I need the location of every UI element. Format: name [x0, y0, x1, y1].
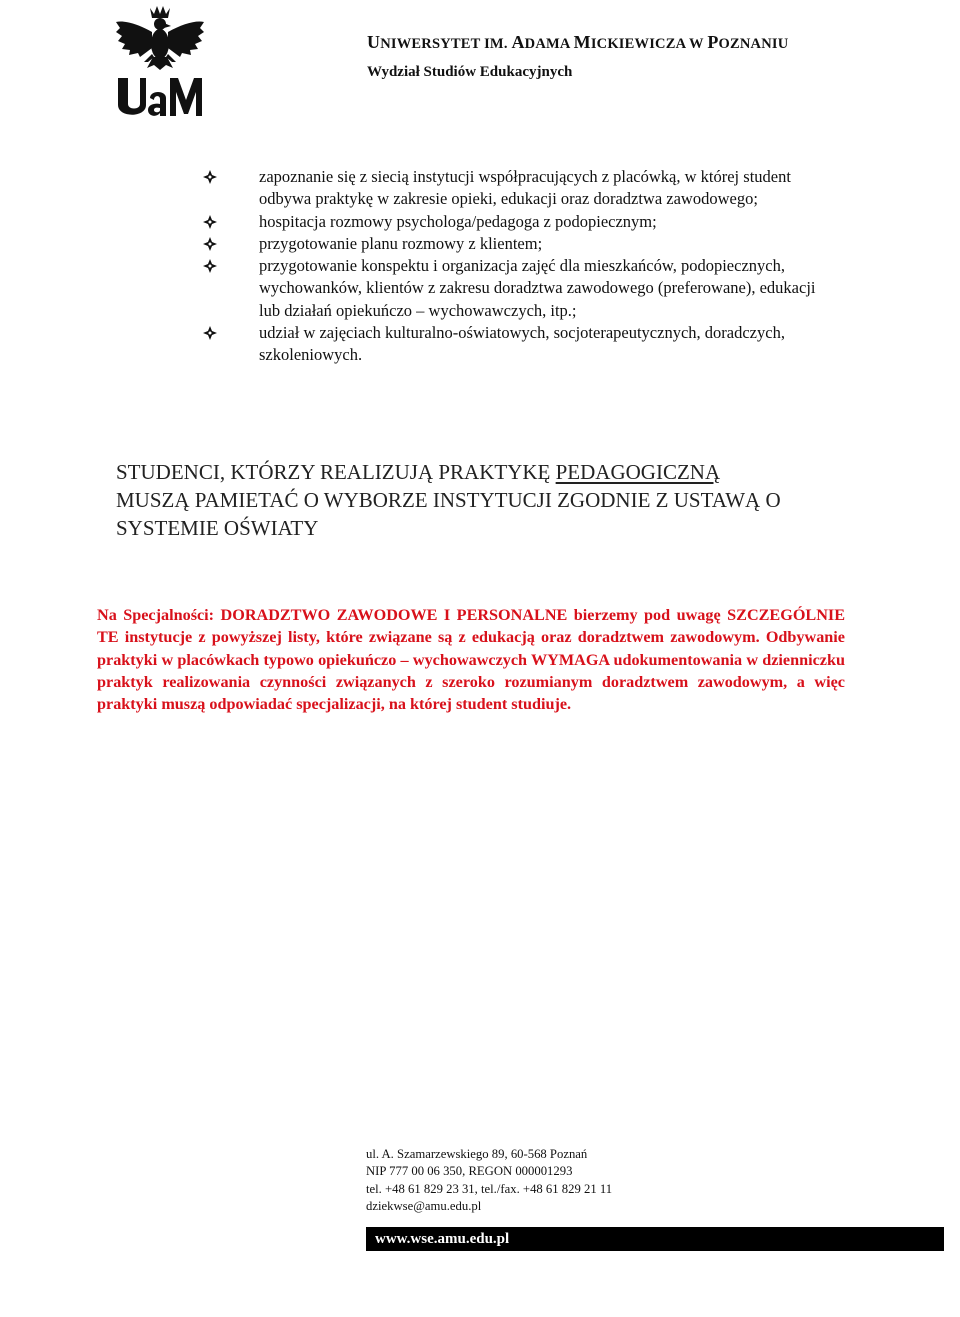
list-item-text: udział w zajęciach kulturalno-oświatowych, socjoterapeutycznych, doradczych, szkoleniowych.	[259, 323, 785, 365]
uam-letters-logo	[110, 74, 210, 120]
specialization-note: Na Specjalności: DORADZTWO ZAWODOWE I PERSONALNE bierzemy pod uwagę SZCZEGÓLNIE TE instytucje z powyższej listy, które związane są z edukacją oraz doradztwem zawodowym. Odbywanie praktyki w placówkach typowo opiekuńczo – wychowawczych WYMAGA udokumentowania w dzienniczku praktyk realizowania czynności związanych z szeroko rozumianym doradztwem zawodowym, a więc praktyki muszą odpowiadać specjalizacji, na której student studiuje.	[97, 606, 845, 714]
underlined-emphasis: PEDAGOGICZNĄ	[555, 460, 721, 484]
contact-footer	[366, 1146, 612, 1215]
list-item-text: zapoznanie się z siecią instytucji współpracujących z placówką, w której student odbywa praktykę w zakresie opieki, edukacji oraz doradztwa zawodowego;	[259, 167, 791, 209]
university-name: UNIWERSYTET IM. ADAMA MICKIEWICZA W POZNANIU	[367, 32, 789, 52]
list-item-text: przygotowanie planu rozmowy z klientem;	[259, 233, 543, 253]
list-item	[202, 233, 822, 255]
tax-ids: NIP 777 00 06 350, REGON 000001293	[366, 1164, 573, 1179]
list-item	[202, 166, 822, 211]
address: ul. A. Szamarzewskiego 89, 60-568 Poznań	[366, 1147, 588, 1161]
diamond-bullet-icon	[202, 169, 218, 185]
list-item-text: przygotowanie konspektu i organizacja zajęć dla mieszkańców, podopiecznych, wychowanków, klientów z zakresu doradztwa zawodowego (preferowane), edukacji lub działań opiekuńczo – wychowawczych, itp.;	[259, 256, 816, 320]
faculty-name: Wydział Studiów Edukacyjnych	[367, 64, 573, 80]
pedagogical-practice-notice: STUDENCI, KTÓRZY REALIZUJĄ PRAKTYKĘ PEDAGOGICZNĄ MUSZĄ PAMIETAĆ O WYBORZE INSTYTUCJI ZGODNIE Z USTAWĄ O SYSTEMIE OŚWIATY	[116, 460, 781, 540]
list-item	[202, 211, 822, 233]
diamond-bullet-icon	[202, 258, 218, 274]
list-item	[202, 255, 822, 322]
diamond-bullet-icon	[202, 214, 218, 230]
activity-list	[202, 166, 822, 367]
diamond-bullet-icon	[202, 236, 218, 252]
uam-logo	[110, 2, 210, 120]
phone-fax: tel. +48 61 829 23 31, tel./fax. +48 61 829 21 11	[366, 1181, 613, 1196]
email-link[interactable]: dziekwse@amu.edu.pl	[366, 1198, 482, 1213]
list-item-text: hospitacja rozmowy psychologa/pedagoga z podopiecznym;	[259, 211, 657, 231]
website-link[interactable]: www.wse.amu.edu.pl	[375, 1231, 510, 1247]
diamond-bullet-icon	[202, 325, 218, 341]
list-item	[202, 322, 822, 367]
